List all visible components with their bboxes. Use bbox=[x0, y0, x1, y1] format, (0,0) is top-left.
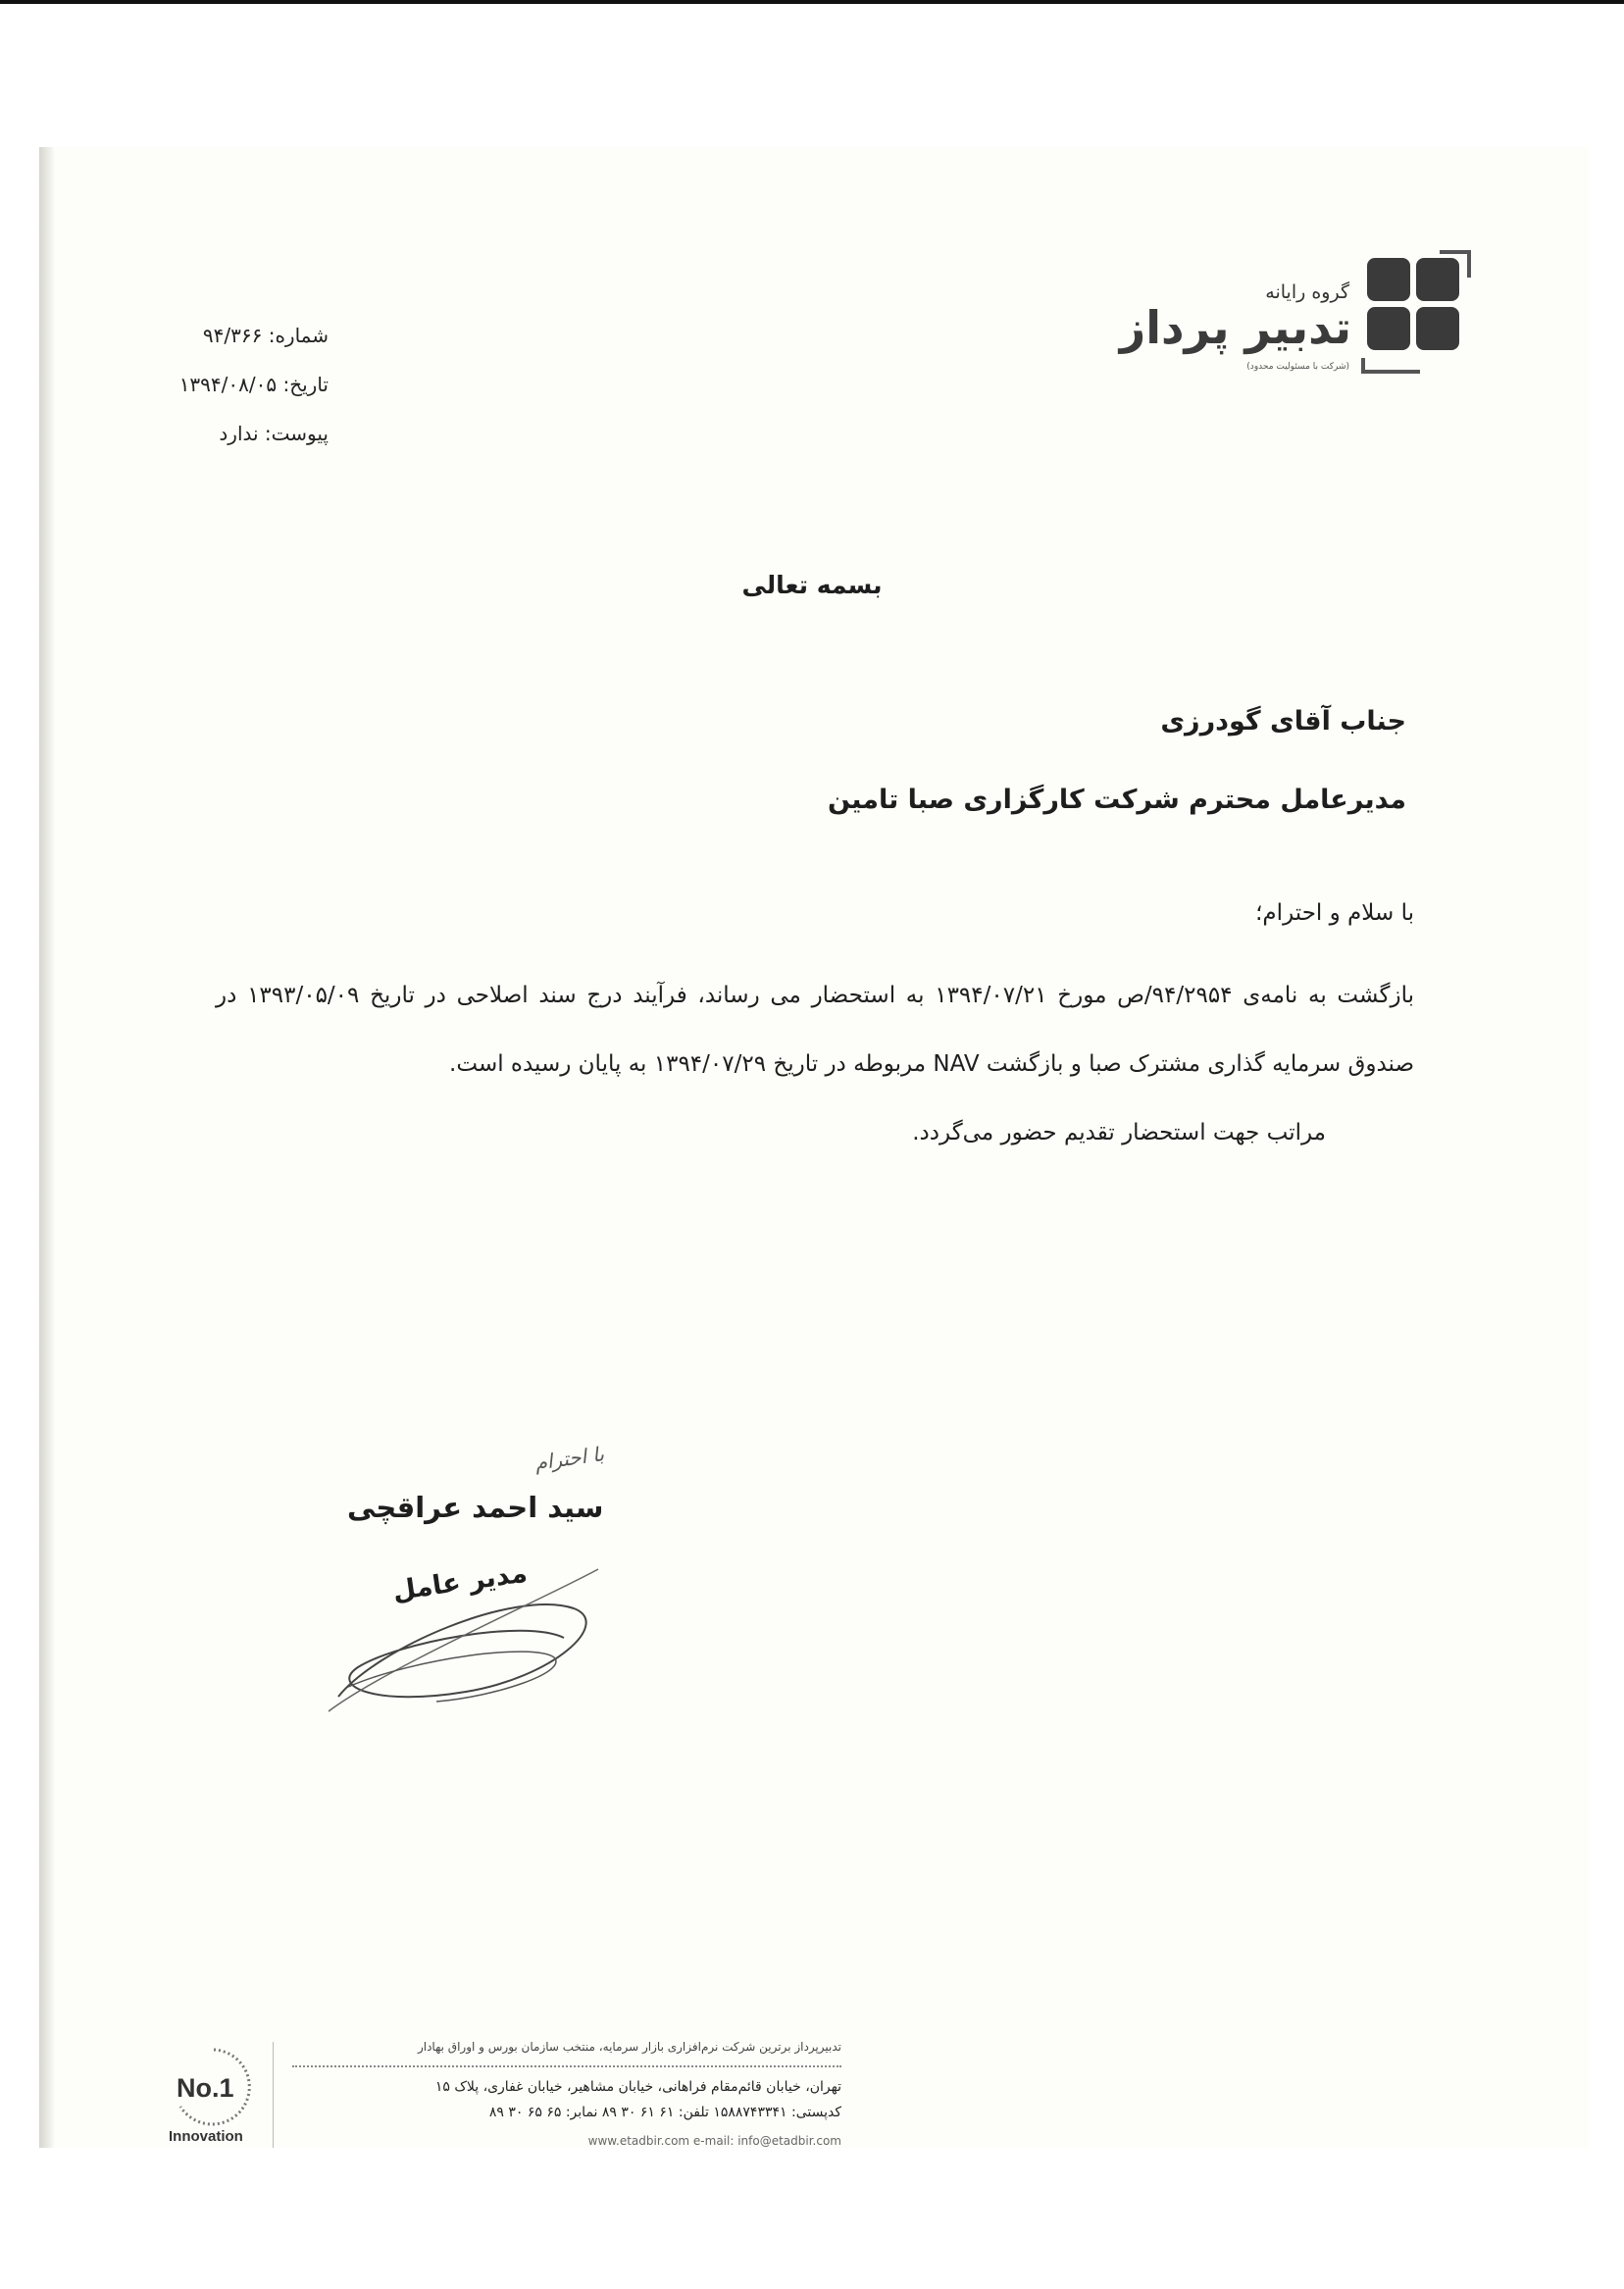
paper-shadow-edge bbox=[39, 147, 55, 2148]
body-paragraph: بازگشت به نامه‌ی ۹۴/۲۹۵۴/ص مورخ ۱۳۹۴/۰۷/۲۱ به استحضار می رساند، فرآیند درج سند اصلاحی در تاریخ ۱۳۹۳/۰۵/۰۹ در صندوق سرمایه گذاری مشترک صبا و بازگشت NAV مربوطه در تاریخ ۱۳۹۴/۰۷/۲۹ به پایان رسیده است. bbox=[216, 983, 1414, 1077]
handwritten-note: با احترام bbox=[533, 1442, 606, 1475]
letter-meta bbox=[127, 324, 329, 471]
footer-dotted-rule bbox=[292, 2065, 841, 2067]
signer-name: سید احمد عراقچی bbox=[347, 1491, 604, 1524]
innovation-badge bbox=[165, 2040, 263, 2148]
greeting: با سلام و احترام؛ bbox=[1255, 900, 1414, 926]
body-closing: مراتب جهت استحضار تقدیم حضور می‌گردد. bbox=[912, 1120, 1326, 1145]
scan-border bbox=[0, 0, 1624, 4]
signature-scribble bbox=[319, 1550, 613, 1721]
signer-role: مدیر عامل bbox=[390, 1557, 530, 1607]
badge-sub-text: Innovation bbox=[169, 2128, 243, 2145]
recipient-title: مدیرعامل محترم شرکت کارگزاری صبا تامین bbox=[827, 785, 1406, 815]
footer-tagline: تدبیرپرداز برترین شرکت نرم‌افزاری بازار سرمایه، منتخب سازمان بورس و اوراق بهادار bbox=[417, 2040, 841, 2054]
invocation: بسمه تعالی bbox=[741, 571, 883, 599]
footer-divider bbox=[273, 2042, 274, 2148]
logo-legal-form: (شرکت با مسئولیت محدود) bbox=[1246, 362, 1349, 372]
badge-main-text: No.1 bbox=[177, 2073, 234, 2103]
footer-contact: کدپستی: ۱۵۸۸۷۴۳۳۴۱ تلفن: ۶۱ ۶۱ ۳۰ ۸۹ نمابر: ۶۵ ۶۵ ۳۰ ۸۹ bbox=[488, 2105, 841, 2120]
logo-mark-icon bbox=[1361, 250, 1471, 376]
footer-address: تهران، خیابان قائم‌مقام فراهانی، خیابان مشاهیر، خیابان غفاری، پلاک ۱۵ bbox=[434, 2079, 841, 2095]
letter-number: شماره: ۹۴/۳۶۶ bbox=[202, 324, 329, 347]
footer-web: www.etadbir.com e-mail: info@etadbir.com bbox=[587, 2134, 841, 2148]
logo-company-name: تدبیر پرداز bbox=[1119, 301, 1351, 354]
letter-body bbox=[216, 961, 1414, 1167]
recipient-name: جناب آقای گودرزی bbox=[1160, 706, 1406, 737]
letter-attachment: پیوست: ندارد bbox=[219, 422, 329, 445]
logo-group-text: گروه رایانه bbox=[1265, 281, 1349, 303]
company-logo bbox=[1119, 250, 1471, 382]
letter-date: تاریخ: ۱۳۹۴/۰۸/۰۵ bbox=[178, 373, 329, 396]
